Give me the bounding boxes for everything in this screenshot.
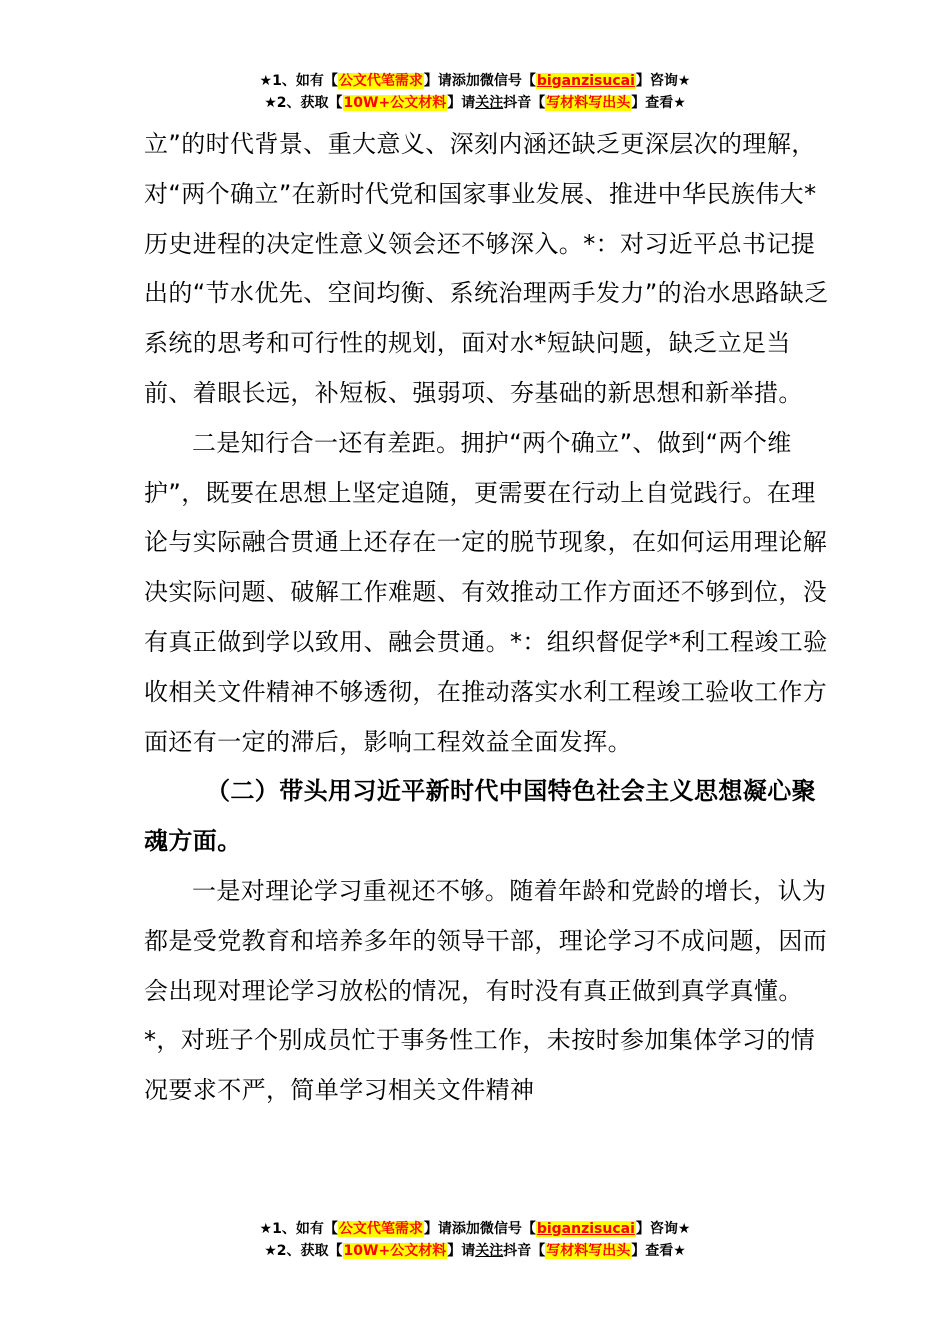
- document-body: [144, 120, 834, 1116]
- star-icon: ★: [264, 1243, 277, 1259]
- promo-text: 抖音【: [503, 1243, 546, 1259]
- promo-emphasis: 添加: [451, 1221, 480, 1237]
- promo-banner-bottom: [0, 1218, 950, 1262]
- promo-highlight-service: 公文代笔需求: [338, 73, 423, 89]
- promo-highlight-service: 公文代笔需求: [338, 1221, 423, 1237]
- promo-text: 】咨询: [635, 1221, 678, 1237]
- promo-emphasis: 关注: [475, 95, 504, 111]
- promo-text: 微信号【: [479, 73, 536, 89]
- promo-line-1: [0, 70, 950, 92]
- promo-highlight-materials: 10W+公文材料: [343, 1243, 447, 1259]
- promo-emphasis: 关注: [475, 1243, 504, 1259]
- promo-text: 】请: [447, 1243, 476, 1259]
- promo-text: 1、如有【: [272, 73, 338, 89]
- promo-banner-top: [0, 70, 950, 114]
- promo-text: 】请: [447, 95, 476, 111]
- star-icon: ★: [264, 95, 277, 111]
- section-heading: （二）带头用习近平新时代中国特色社会主义思想凝心聚魂方面。: [144, 777, 816, 856]
- promo-text: 】查看: [631, 1243, 674, 1259]
- promo-text: 】咨询: [635, 73, 678, 89]
- promo-text: 1、如有【: [272, 1221, 338, 1237]
- promo-emphasis: 添加: [451, 73, 480, 89]
- promo-text: 2、获取【: [276, 95, 343, 111]
- promo-highlight-wechat-id: biganzisucai: [536, 1221, 635, 1237]
- promo-line-1: [0, 1218, 950, 1240]
- star-icon: ★: [677, 1221, 691, 1237]
- paragraph-continuation: 立”的时代背景、重大意义、深刻内涵还缺乏更深层次的理解，对“两个确立”在新时代党和国家事业发展、推进中华民族伟大*历史进程的决定性意义领会还不够深入。*：对习近平总书记提出的“节水优先、空间均衡、系统治理两手发力”的治水思路缺乏系统的思考和可行性的规划，面对水*短缺问题，缺乏立足当前、着眼长远，补短板、强弱项、夯基础的新思想和新举措。: [144, 130, 829, 407]
- star-icon: ★: [673, 1243, 686, 1259]
- promo-text: 微信号【: [479, 1221, 536, 1237]
- promo-text: 】请: [423, 73, 452, 89]
- paragraph-knowledge-action-gap: 二是知行合一还有差距。拥护“两个确立”、做到“两个维护”，既要在思想上坚定追随，更需要在行动上自觉践行。在理论与实际融合贯通上还存在一定的脱节现象，在如何运用理论解决实际问题、破解工作难题、有效推动工作方面还不够到位，没有真正做到学以致用、融会贯通。*：组织督促学*利工程竣工验收相关文件精神不够透彻，在推动落实水利工程竣工验收工作方面还有一定的滞后，影响工程效益全面发挥。: [144, 428, 828, 756]
- promo-text: 】查看: [631, 95, 674, 111]
- promo-highlight-account: 写材料写出头: [546, 95, 631, 111]
- star-icon: ★: [677, 73, 691, 89]
- promo-line-2: [0, 92, 950, 114]
- star-icon: ★: [673, 95, 686, 111]
- paragraph-theory-study: 一是对理论学习重视还不够。随着年龄和党龄的增长，认为都是受党教育和培养多年的领导干部，理论学习不成问题，因而会出现对理论学习放松的情况，有时没有真正做到真学真懂。*，对班子个别成员忙于事务性工作，未按时参加集体学习的情况要求不严，简单学习相关文件精神: [144, 876, 828, 1105]
- promo-text: 抖音【: [503, 95, 546, 111]
- promo-highlight-account: 写材料写出头: [546, 1243, 631, 1259]
- promo-highlight-materials: 10W+公文材料: [343, 95, 447, 111]
- promo-text: 】请: [423, 1221, 452, 1237]
- star-icon: ★: [259, 73, 273, 89]
- promo-highlight-wechat-id: biganzisucai: [536, 73, 635, 89]
- promo-line-2: [0, 1240, 950, 1262]
- promo-text: 2、获取【: [276, 1243, 343, 1259]
- star-icon: ★: [259, 1221, 273, 1237]
